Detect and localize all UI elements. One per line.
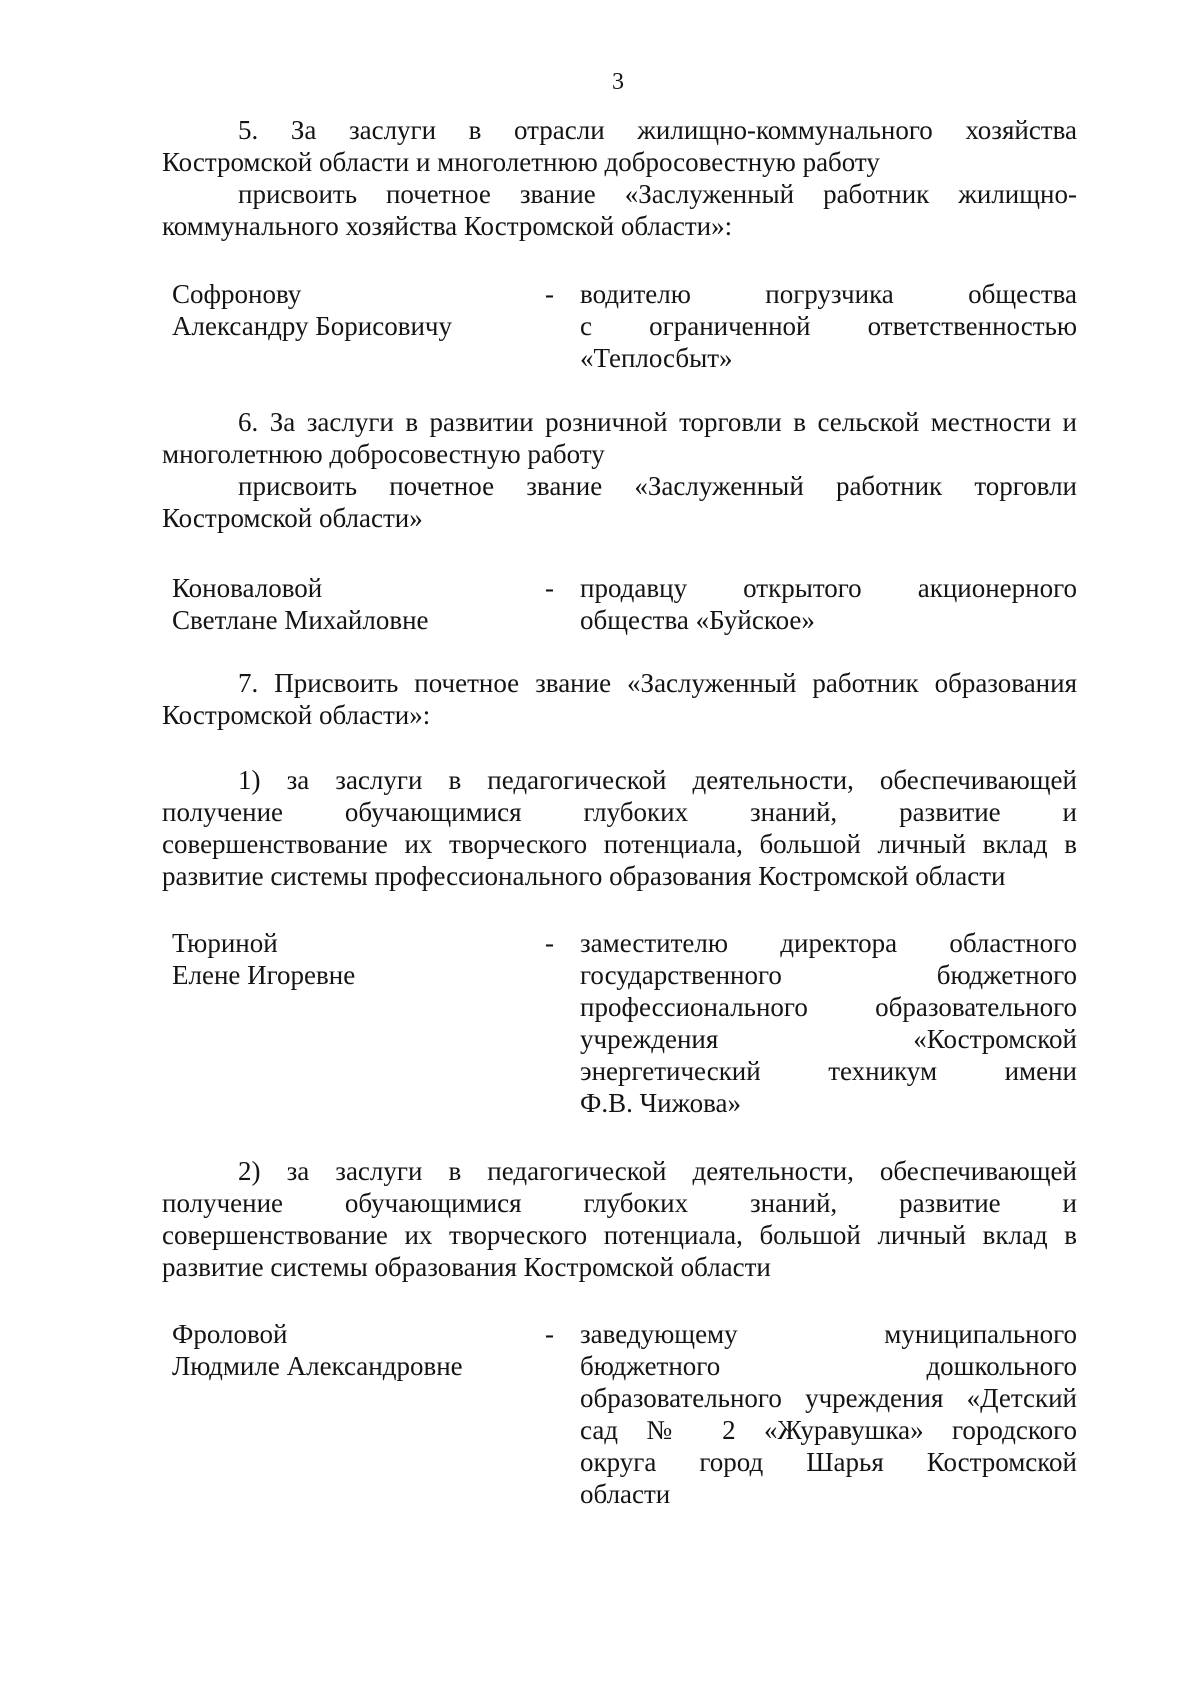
recipient-given-names: Александру Борисовичу [172,311,452,341]
text-line: Костромской области»: [162,700,431,730]
text-line: Костромской области и многолетнюю добросовестную работу [162,147,880,177]
position-line: учреждения «Костромской [580,1024,1077,1054]
recipient-surname: Тюриной [172,928,278,958]
recipient-position [580,572,1077,636]
position-line: заместителю директора областного [580,928,1077,958]
text-line: получение обучающимися глубоких знаний, развитие и [162,797,1077,827]
position-line: бюджетного дошкольного [580,1351,1077,1381]
text-line: 5. За заслуги в отрасли жилищно-коммунального хозяйства [238,115,1077,145]
text-line: 1) за заслуги в педагогической деятельности, обеспечивающей [238,765,1077,795]
position-line: общества «Буйское» [580,605,815,635]
recipient-given-names: Светлане Михайловне [172,605,429,635]
position-line: водителю погрузчика общества [580,279,1077,309]
recipient-name [172,278,552,342]
text-line: совершенствование их творческого потенциала, большой личный вклад в [162,829,1077,859]
text-line: многолетнюю добросовестную работу [162,439,605,469]
position-line: профессионального образовательного [580,992,1077,1022]
recipient-given-names: Людмиле Александровне [172,1351,463,1381]
position-line: с ограниченной ответственностью [580,311,1077,341]
text-line: развитие системы образования Костромской области [162,1252,771,1282]
dash-separator: - [545,928,554,958]
dash-separator: - [545,1319,554,1349]
page-number: 3 [612,69,624,95]
position-line: «Теплосбыт» [580,343,733,373]
section-5-text [162,114,1077,242]
text-line: Костромской области» [162,503,423,533]
position-line: Ф.В. Чижова» [580,1088,741,1118]
section-7-2-text [162,1155,1077,1283]
recipient-name [172,1318,552,1382]
section-7-text [162,667,1077,731]
recipient-given-names: Елене Игоревне [172,960,356,990]
award-entry-tyurina [172,927,1077,1127]
recipient-position [580,927,1077,1119]
recipient-name [172,572,552,636]
award-entry-frolova [172,1318,1077,1518]
recipient-position [580,278,1077,374]
text-line: присвоить почетное звание «Заслуженный работник торговли [238,471,1077,501]
recipient-name [172,927,552,991]
position-line: округа город Шарья Костромской [580,1447,1077,1477]
position-line: сад № 2 «Журавушка» городского [580,1415,1077,1445]
recipient-surname: Софронову [172,279,302,309]
text-line: получение обучающимися глубоких знаний, развитие и [162,1188,1077,1218]
section-6-text [162,406,1077,534]
text-line: коммунального хозяйства Костромской области»: [162,211,733,241]
text-line: 7. Присвоить почетное звание «Заслуженный работник образования [238,668,1077,698]
text-line: присвоить почетное звание «Заслуженный работник жилищно- [238,179,1077,209]
position-line: образовательного учреждения «Детский [580,1383,1077,1413]
recipient-surname: Фроловой [172,1319,288,1349]
position-line: заведующему муниципального [580,1319,1077,1349]
position-line: энергетический техникум имени [580,1056,1077,1086]
position-line: продавцу открытого акционерного [580,573,1077,603]
position-line: государственного бюджетного [580,960,1077,990]
dash-separator: - [545,279,554,309]
dash-separator: - [545,573,554,603]
section-7-1-text [162,764,1077,892]
text-line: совершенствование их творческого потенциала, большой личный вклад в [162,1220,1077,1250]
position-line: области [580,1479,671,1509]
recipient-surname: Коноваловой [172,573,323,603]
text-line: 6. За заслуги в развитии розничной торговли в сельской местности и [238,407,1077,437]
recipient-position [580,1318,1077,1510]
text-line: 2) за заслуги в педагогической деятельности, обеспечивающей [238,1156,1077,1186]
text-line: развитие системы профессионального образования Костромской области [162,861,1006,891]
